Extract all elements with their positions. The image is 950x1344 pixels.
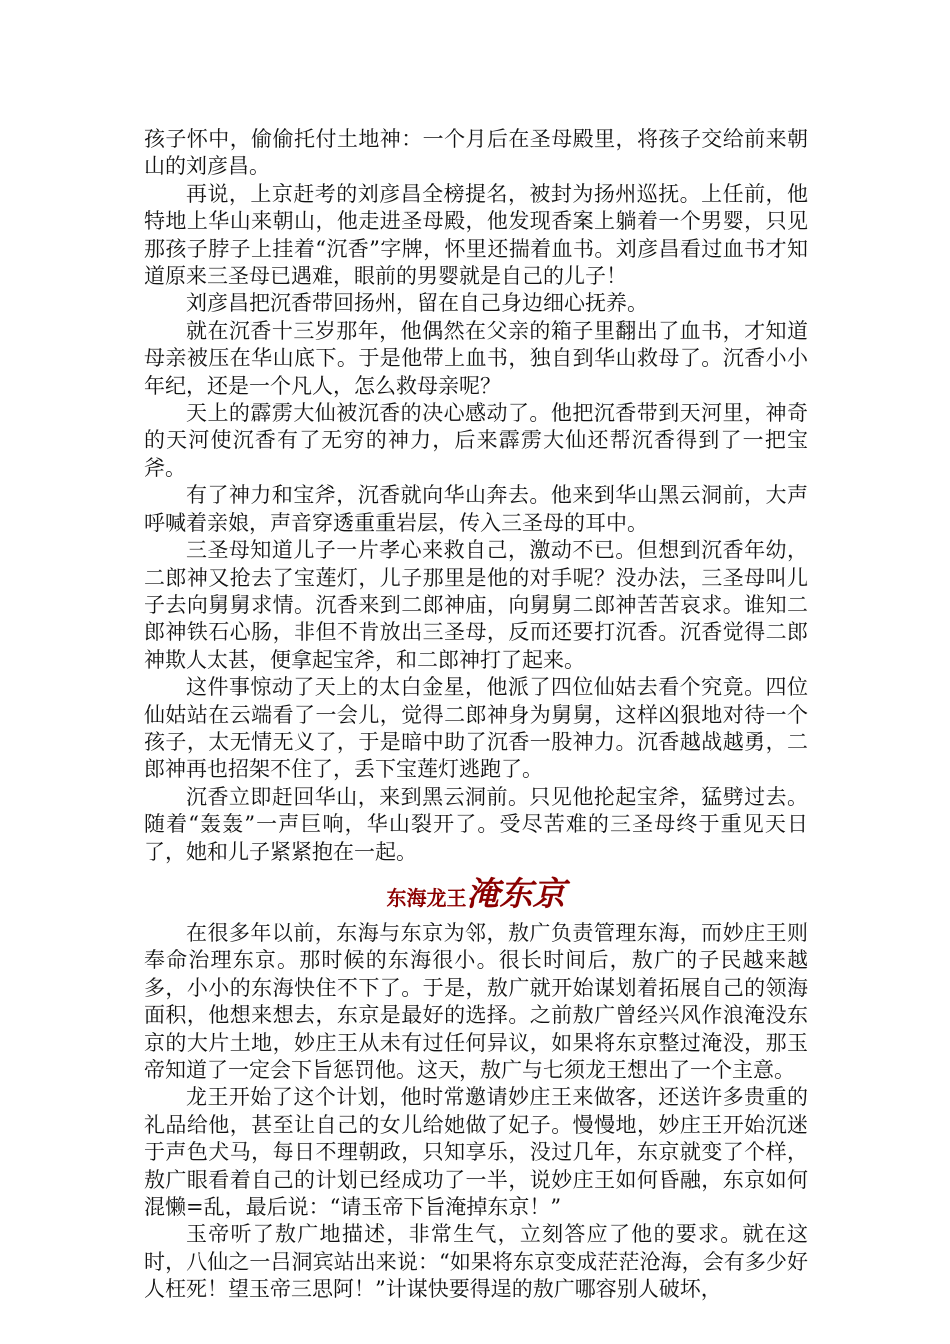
paragraph: 这件事惊动了天上的太白金星，他派了四位仙姑去看个究竟。四位仙姑站在云端看了一会儿，觉得二郎神身为舅舅，这样凶狠地对待一个孩子，太无情无义了，于是暗中助了沉香一股神力。沉香越战越勇，二郎神再也招架不住了，丢下宝莲灯逃跑了。 <box>144 675 808 782</box>
paragraph: 就在沉香十三岁那年，他偶然在父亲的箱子里翻出了血书，才知道母亲被压在华山底下。于是他带上血书，独自到华山救母了。沉香小小年纪，还是一个凡人，怎么救母亲呢？ <box>144 318 808 398</box>
story-title-prefix: 东海龙王 <box>386 885 467 910</box>
paragraph: 刘彦昌把沉香带回扬州，留在自己身边细心抚养。 <box>186 291 648 316</box>
paragraph: 孩子怀中，偷偷托付土地神：一个月后在圣母殿里，将孩子交给前来朝山的刘彦昌。 <box>144 127 808 179</box>
paragraph: 在很多年以前，东海与东京为邻，敖广负责管理东海，而妙庄王则奉命治理东京。那时候的东海很小。很长时间后，敖广的子民越来越多，小小的东海快住不下了。于是，敖广就开始谋划着拓展自己的领海面积，他想来想去，东京是最好的选择。之前敖广曾经兴风作浪淹没东京的大片土地，妙庄王从未有过任何异议，如果将东京整过淹没，那玉帝知道了一定会下旨惩罚他。这天，敖广与七须龙王想出了一个主意。 <box>144 920 808 1082</box>
paragraph: 玉帝听了敖广地描述，非常生气，立刻答应了他的要求。就在这时，八仙之一吕洞宾站出来说：“如果将东京变成茫茫沧海，会有多少好人枉死！望玉帝三思阿！”计谋快要得逞的敖广哪容别人破坏， <box>144 1222 808 1302</box>
paragraph: 龙王开始了这个计划，他时常邀请妙庄王来做客，还送许多贵重的礼品给他，甚至让自己的女儿给她做了妃子。慢慢地，妙庄王开始沉迷于声色犬马，每日不理朝政，只知享乐，没过几年，东京就变了个样，敖广眼看着自己的计划已经成功了一半，说妙庄王如何昏融，东京如何混懒=乱，最后说：“请玉帝下旨淹掉东京！” <box>144 1085 808 1220</box>
paragraph: 再说，上京赶考的刘彦昌全榜提名，被封为扬州巡抚。上任前，他特地上华山来朝山，他走进圣母殿，他发现香案上躺着一个男婴，只见那孩子脖子上挂着“沉香”字牌，怀里还揣着血书。刘彦昌看过血书才知道原来三圣母已遇难，眼前的男婴就是自己的儿子！ <box>144 181 808 289</box>
document-page <box>144 126 808 1304</box>
story-title-main: 淹东京 <box>466 873 566 913</box>
paragraph: 有了神力和宝斧，沉香就向华山奔去。他来到华山黑云洞前，大声呼喊着亲娘，声音穿透重重岩层，传入三圣母的耳中。 <box>144 483 808 535</box>
paragraph: 沉香立即赶回华山，来到黑云洞前。只见他抡起宝斧，猛劈过去。随着“轰轰”一声巨响，华山裂开了。受尽苦难的三圣母终于重见天日了，她和儿子紧紧抱在一起。 <box>144 784 808 864</box>
paragraph: 三圣母知道儿子一片孝心来救自己，激动不已。但想到沉香年幼，二郎神又抢去了宝莲灯，儿子那里是他的对手呢？没办法，三圣母叫儿子去向舅舅求情。沉香来到二郎神庙，向舅舅二郎神苦苦哀求。谁知二郎神铁石心肠，非但不肯放出三圣母，反而还要打沉香。沉香觉得二郎神欺人太甚，便拿起宝斧，和二郎神打了起来。 <box>144 538 808 672</box>
paragraph: 天上的霹雳大仙被沉香的决心感动了。他把沉香带到天河里，神奇的天河使沉香有了无穷的神力，后来霹雳大仙还帮沉香得到了一把宝斧。 <box>144 401 808 480</box>
story-title <box>144 872 808 916</box>
